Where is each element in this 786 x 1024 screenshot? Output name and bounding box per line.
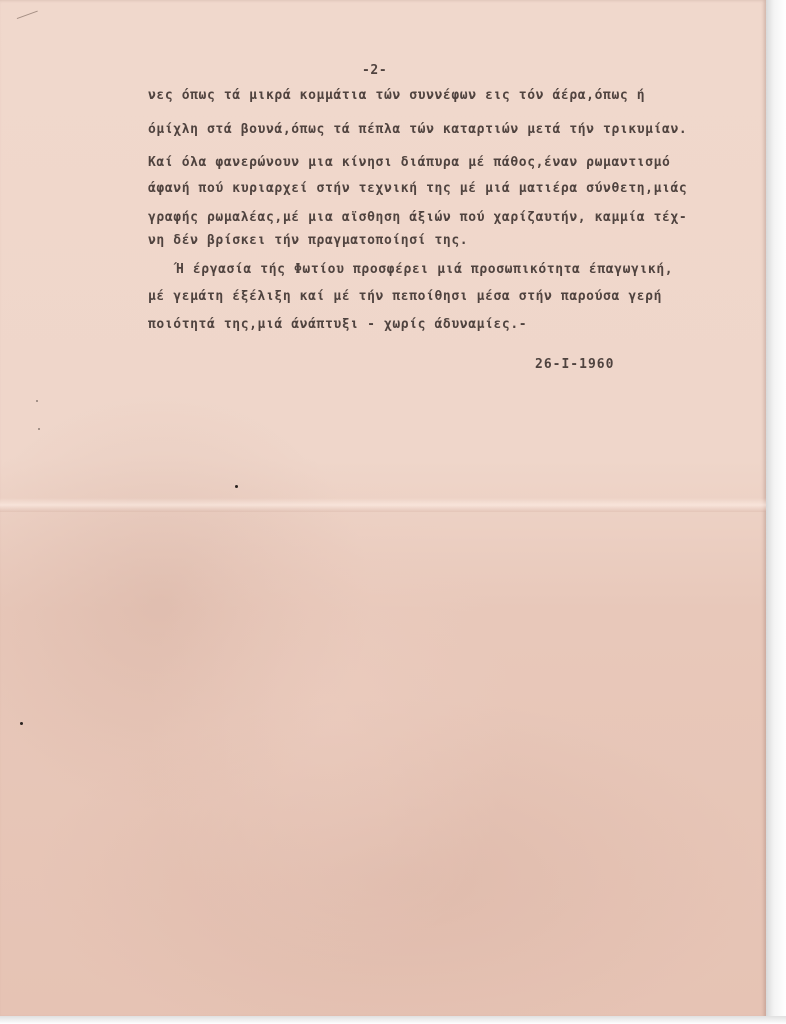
document-date: 26-I-1960 — [535, 357, 615, 372]
text-line-1: νες όπως τά μικρά κομμάτια τών συννέφων εις τόν άέρα,όπως ή — [148, 88, 646, 103]
paper-fold — [0, 498, 766, 512]
scan-margin-bottom — [0, 1016, 786, 1024]
text-line-7: Ή έργασία τής Φωτίου προσφέρει μιά προσωπικότητα έπαγωγική, — [176, 262, 674, 277]
ink-speck — [20, 722, 23, 725]
scan-margin-right — [766, 0, 786, 1024]
ink-speck — [38, 428, 40, 430]
ink-speck — [36, 400, 38, 402]
ink-speck — [235, 485, 238, 488]
text-line-2: όμίχλη στά βουνά,όπως τά πέπλα τών καταρτιών μετά τήν τρικυμίαν. — [148, 122, 688, 137]
text-line-4: άφανή πού κυριαρχεί στήν τεχνική της μέ μιά ματιέρα σύνθετη,μιάς — [148, 181, 688, 196]
text-line-8: μέ γεμάτη έξέλιξη καί μέ τήν πεποίθησι μέσα στήν παρούσα γερή — [148, 289, 663, 304]
text-line-6: νη δέν βρίσκει τήν πραγματοποίησί της. — [148, 233, 469, 248]
text-line-9: ποιότητά της,μιά άνάπτυξι - χωρίς άδυναμίες.- — [148, 317, 528, 332]
text-line-3: Καί όλα φανερώνουν μια κίνησι διάπυρα μέ πάθος,έναν ρωμαντισμό — [148, 155, 671, 170]
page-number: -2- — [362, 63, 388, 78]
text-line-5: γραφής ρωμαλέας,μέ μια αϊσθηση άξιών πού χαρίζαυτήν, καμμία τέχ- — [148, 210, 688, 225]
corner-mark — [17, 11, 41, 29]
